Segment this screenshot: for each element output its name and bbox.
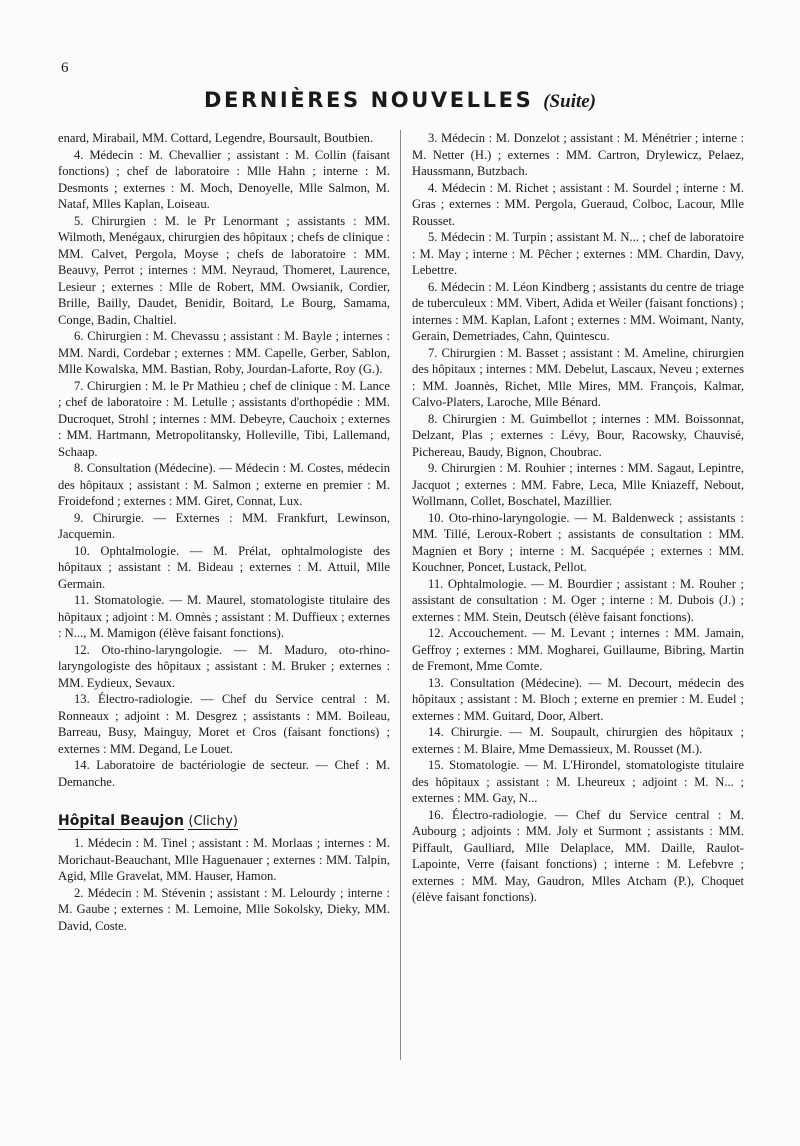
page-number: 6 bbox=[61, 60, 69, 76]
paragraph: 14. Chirurgie. — M. Soupault, chirurgien des hôpitaux ; externes : M. Blaire, Mme Demassieux, M. Rousset (M.). bbox=[412, 725, 744, 756]
paragraph: 15. Stomatologie. — M. L'Hirondel, stomatologiste titulaire des hôpitaux ; assistant : M. Lheureux ; adjoint : M. N... ; externes : MM. Gay, N... bbox=[412, 758, 744, 805]
paragraph: enard, Mirabail, MM. Cottard, Legendre, Boursault, Boutbien. bbox=[58, 131, 374, 145]
paragraph: 7. Chirurgien : M. le Pr Mathieu ; chef de clinique : M. Lance ; chef de laboratoire : M. Letulle ; assistants d'orthopédie : MM. Ducroquet, Strohl ; internes : MM. Debeyre, Cauchoix ; externes : MM. Hartmann, Metropolitansky, Holleville, Tibi, Lallemand, Schaap. bbox=[58, 378, 390, 459]
paragraph: 5. Chirurgien : M. le Pr Lenormant ; assistants : MM. Wilmoth, Menégaux, chirurgien des hôpitaux ; chefs de clinique : MM. Calvet, Pergola, Moyse ; chefs de laboratoire : MM. Beauvy, Perrot ; internes : MM. Neyraud, Thomeret, Laurence, Lesieur ; externes : Mlle de Robert, MM. Owsianik, Cordier, Brille, Bailly, Daudet, Benidir, Boitard, Le Bourg, Samama, Conge, Badin, Chaltiel. bbox=[58, 213, 390, 327]
paragraph: 16. Électro-radiologie. — Chef du Service central : M. Aubourg ; adjoints : MM. Joly et Surmont ; assistants : MM. Piffault, Gaulliard, Mlle Delaplace, MM. Daille, Raulot-Lapointe, Verre (faisant fonctions) ; interne : M. Lefebvre ; externes : MM. May, Gaudron, Mlles Atcham (P.), Choquet (élève faisant fonctions). bbox=[412, 807, 744, 904]
hospital-name: Hôpital Beaujon bbox=[58, 813, 184, 829]
paragraph: 9. Chirurgien : M. Rouhier ; internes : MM. Sagaut, Lepintre, Jacquot ; externes : MM. Fabre, Leca, Mlle Kniazeff, Nebout, Wollmann, Collet, Boschatel, Mazillier. bbox=[412, 461, 744, 508]
page-title-text: DERNIÈRES NOUVELLES bbox=[203, 88, 534, 112]
paragraph: 10. Ophtalmologie. — M. Prélat, ophtalmologiste des hôpitaux ; assistant : M. Bideau ; externes : M. Attuil, Mlle Germain. bbox=[58, 543, 390, 591]
paragraph: 13. Électro-radiologie. — Chef du Service central : M. Ronneaux ; adjoint : M. Desgrez ; assistants : MM. Boileau, Barreau, Busy, Mainguy, Moret et Cros (faisant fonctions) ; externes : MM. Degand, Le Louet. bbox=[58, 692, 390, 756]
page-title-suite: (Suite) bbox=[543, 91, 597, 112]
paragraph: 12. Oto-rhino-laryngologie. — M. Maduro, oto-rhino-laryngologiste des hôpitaux ; assistant : M. Bruker ; externes : MM. Eydieux, Sevaux. bbox=[58, 642, 390, 690]
paragraph: 1. Médecin : M. Tinel ; assistant : M. Morlaas ; internes : M. Morichaut-Beauchant, Mlle Haguenauer ; externes : MM. Talpin, Agid, Mlle Gravelat, MM. Hauser, Hamon. bbox=[58, 836, 390, 883]
paragraph: 4. Médecin : M. Chevallier ; assistant : M. Collin (faisant fonctions) ; chef de laboratoire : Mlle Hahn ; interne : M. Desmonts ; externes : M. Moch, Denoyelle, Mlle Salmon, M. Nataf, Mlles Kaplan, Loiseau. bbox=[58, 147, 390, 211]
paragraph: 6. Chirurgien : M. Chevassu ; assistant : M. Bayle ; internes : MM. Nardi, Cordebar ; externes : MM. Capelle, Gerber, Sablon, Mlle Kowalska, MM. Bastian, Roby, Jourdan-Laforte, Roy (G.). bbox=[58, 329, 390, 376]
right-column bbox=[412, 130, 744, 906]
paragraph: 6. Médecin : M. Léon Kindberg ; assistants du centre de triage de tuberculeux : MM. Vibert, Adida et Weiler (faisant fonctions) ; internes : MM. Kaplan, Lafont ; externes : MM. Woimant, Nanty, Gerain, Demetriades, Cahn, Quintescu. bbox=[412, 279, 744, 343]
paragraph: 8. Chirurgien : M. Guimbellot ; internes : MM. Boissonnat, Delzant, Plas ; externes : Lévy, Bour, Racowsky, Chauvisé, Pichereau, Baudy, Bignon, Choubrac. bbox=[412, 411, 744, 459]
paragraph: 8. Consultation (Médecine). — Médecin : M. Costes, médecin des hôpitaux ; assistant : M. Salmon ; externe en premier : M. Froidefond ; externes : MM. Giret, Connat, Lux. bbox=[58, 461, 390, 508]
paragraph: 7. Chirurgien : M. Basset ; assistant : M. Ameline, chirurgien des hôpitaux ; internes : MM. Debelut, Lascaux, Neveu ; externes : MM. Joannès, Richet, Mlle Mires, MM. François, Kalmar, Calvo-Platers, Laroche, Mlle Bénard. bbox=[412, 345, 744, 409]
paragraph: 5. Médecin : M. Turpin ; assistant M. N... ; chef de laboratoire : M. May ; interne : M. Pêcher ; externes : MM. Chardin, Davy, Lebettre. bbox=[412, 230, 744, 277]
page-title bbox=[0, 88, 800, 113]
paragraph: 11. Ophtalmologie. — M. Bourdier ; assistant : M. Rouher ; assistant de consultation : M. Oger ; interne : M. Dubois (J.) ; externes : MM. Stein, Deutsch (élève faisant fonctions). bbox=[412, 576, 744, 624]
paragraph: 2. Médecin : M. Stévenin ; assistant : M. Lelourdy ; interne : M. Gaube ; externes : M. Lemoine, Mlle Sokolsky, Dieky, MM. David, Coste. bbox=[58, 885, 390, 933]
left-column bbox=[58, 130, 390, 934]
paragraph: 10. Oto-rhino-laryngologie. — M. Baldenweck ; assistants : MM. Tillé, Leroux-Robert ; assistants de consultation : MM. Magnien et Bory ; interne : M. Sacquépée ; externes : MM. Kouchner, Poncet, Lustack, Pellot. bbox=[412, 510, 744, 574]
paragraph: 12. Accouchement. — M. Levant ; internes : MM. Jamain, Geffroy ; externes : MM. Mogharei, Guillaume, Bibring, Martin de Fremont, Mme Comte. bbox=[412, 626, 744, 673]
paragraph: 14. Laboratoire de bactériologie de secteur. — Chef : M. Demanche. bbox=[58, 758, 390, 789]
paragraph: 11. Stomatologie. — M. Maurel, stomatologiste titulaire des hôpitaux ; adjoint : M. Omnès ; assistant : M. Duffieux ; externes : N..., M. Mamigon (élève faisant fonctions). bbox=[58, 593, 390, 640]
paragraph: 9. Chirurgie. — Externes : MM. Frankfurt, Lewinson, Jacquemin. bbox=[58, 510, 390, 541]
paragraph: 3. Médecin : M. Donzelot ; assistant : M. Ménétrier ; interne : M. Netter (H.) ; externes : MM. Cartron, Drylewicz, Pelaez, Haussmann, Butzbach. bbox=[412, 131, 744, 178]
paragraph: 13. Consultation (Médecine). — M. Decourt, médecin des hôpitaux ; assistant : M. Bloch ; externe en premier : M. Eudel ; externes : MM. Guitard, Door, Albert. bbox=[412, 675, 744, 723]
paragraph: 4. Médecin : M. Richet ; assistant : M. Sourdel ; interne : M. Gras ; externes : MM. Pergola, Gueraud, Colboc, Lacour, Mlle Rousset. bbox=[412, 180, 744, 228]
hospital-location: (Clichy) bbox=[188, 814, 238, 829]
hospital-heading bbox=[58, 812, 390, 831]
